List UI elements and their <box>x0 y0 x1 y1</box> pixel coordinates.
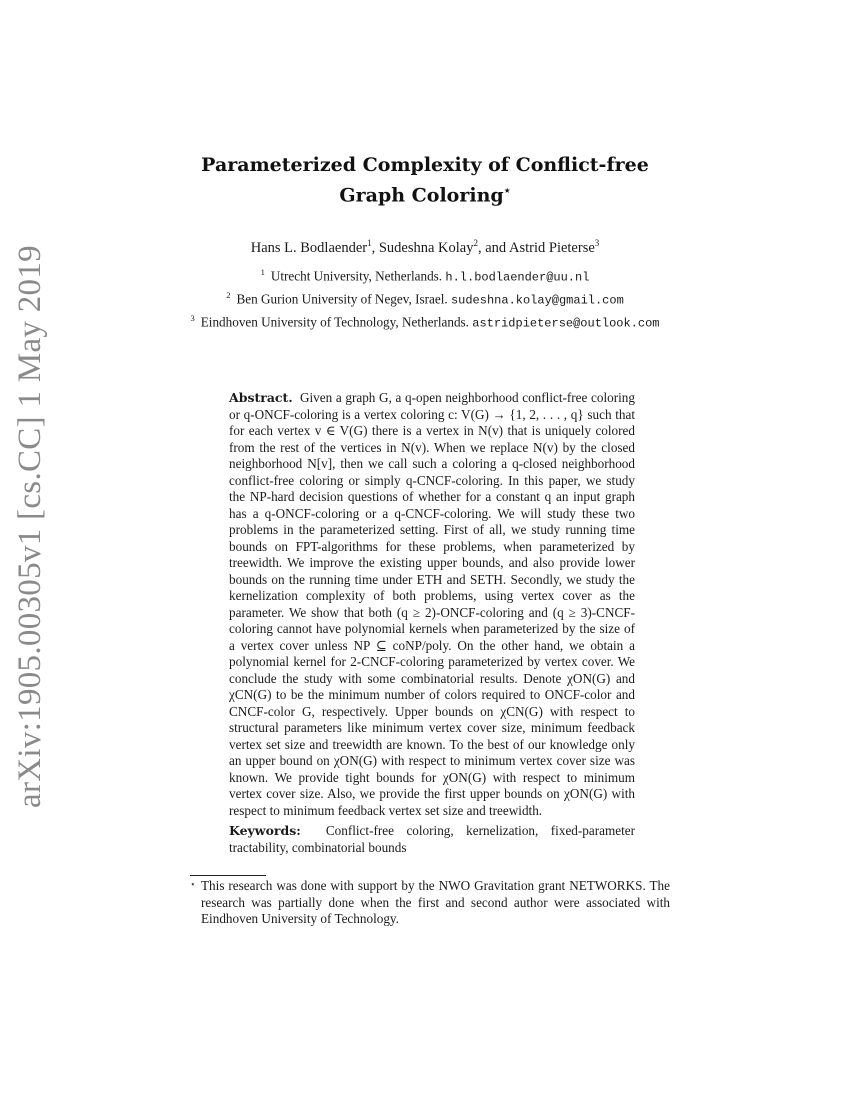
affiliation-number: 1 <box>260 267 265 277</box>
footnote <box>190 878 670 928</box>
abstract <box>229 390 635 819</box>
author-separator: , and <box>477 239 509 256</box>
abstract-paragraph <box>229 390 635 819</box>
footnote-text: This research was done with support by the NWO Gravitation grant NETWORKS. The research was partially done when the first and second author were associated with Eindhoven University of Technology. <box>201 878 670 926</box>
affiliation <box>150 310 700 333</box>
keywords <box>229 823 635 856</box>
affiliation-text: Ben Gurion University of Negev, Israel. <box>236 291 451 307</box>
affiliation-number: 3 <box>190 312 195 323</box>
keywords-label: Keywords: <box>229 823 301 838</box>
author-list <box>150 238 700 257</box>
affiliation-number: 2 <box>226 289 231 300</box>
affiliation-text: Utrecht University, Netherlands. <box>270 268 446 284</box>
author-affiliation-number: 1 <box>367 238 372 248</box>
author-affiliation-number: 2 <box>473 238 478 248</box>
author-separator: , <box>371 239 379 256</box>
title-line-2-text: Graph Coloring <box>339 184 504 207</box>
footnote-marker: ⋆ <box>190 879 196 889</box>
title-line-1: Parameterized Complexity of Conflict-free <box>201 154 649 176</box>
arxiv-identifier: arXiv:1905.00305v1 [cs.CC] 1 May 2019 <box>11 244 48 808</box>
affiliation-email[interactable]: sudeshna.kolay@gmail.com <box>450 293 624 308</box>
affiliation-email[interactable]: h.l.bodlaender@uu.nl <box>445 270 590 285</box>
affiliation-text: Eindhoven University of Technology, Netherlands. <box>200 314 473 330</box>
affiliation <box>150 287 700 310</box>
affiliation <box>150 264 700 287</box>
keywords-text: Conflict-free coloring, kernelization, fixed-parameter tractability, combinatorial bounds <box>229 823 635 855</box>
abstract-text: Given a graph G, a q-open neighborhood conflict-free coloring or q-ONCF-coloring is a vertex coloring c: V(G) → {1, 2, . . . , q} such that for each vertex v ∈ V(G) there is a vertex in N(v) that is uniquely colored from the rest of the vertices in N(v). When we replace N(v) by the closed neighborhood N[v], then we call such a coloring a q-closed neighborhood conflict-free coloring or simply q-CNCF-coloring. In this paper, we study the NP-hard decision questions of whether for a constant q an input graph has a q-ONCF-coloring or a q-CNCF-coloring. We will study these two problems in the parameterized setting. First of all, we study running time bounds on FPT-algorithms for these problems, when parameterized by treewidth. We improve the existing upper bounds, and also provide lower bounds on the running time under ETH and SETH. Secondly, we study the kernelization complexity of both problems, using vertex cover as the parameter. We show that both (q ≥ 2)-ONCF-coloring and (q ≥ 3)-CNCF-coloring cannot have polynomial kernels when parameterized by the size of a vertex cover unless NP ⊆ coNP/poly. On the other hand, we obtain a polynomial kernel for 2-CNCF-coloring parameterized by vertex cover. We conclude the study with some combinatorial results. Denote χON(G) and χCN(G) to be the minimum number of colors required to ONCF-color and CNCF-color G, respectively. Upper bounds on χCN(G) with respect to structural parameters like minimum vertex cover size, minimum feedback vertex set size and treewidth are known. To the best of our knowledge only an upper bound on χON(G) with respect to minimum vertex cover size was known. We provide tight bounds for χON(G) with respect to minimum vertex cover size. Also, we provide the first upper bounds on χON(G) with respect to minimum feedback vertex set size and treewidth. <box>229 390 635 818</box>
title-line-2 <box>150 178 700 208</box>
author-name: Hans L. Bodlaender <box>250 239 368 256</box>
affiliation-list <box>150 264 700 333</box>
abstract-label: Abstract. <box>229 390 293 405</box>
arxiv-sidebar-stamp <box>10 244 50 808</box>
title-footnote-marker: ⋆ <box>503 184 511 197</box>
footnote-divider <box>190 875 266 876</box>
author-name: Astrid Pieterse <box>509 239 595 256</box>
paper-title <box>150 153 700 208</box>
author-name: Sudeshna Kolay <box>378 239 474 256</box>
affiliation-email[interactable]: astridpieterse@outlook.com <box>472 316 660 331</box>
author-affiliation-number: 3 <box>594 238 600 248</box>
